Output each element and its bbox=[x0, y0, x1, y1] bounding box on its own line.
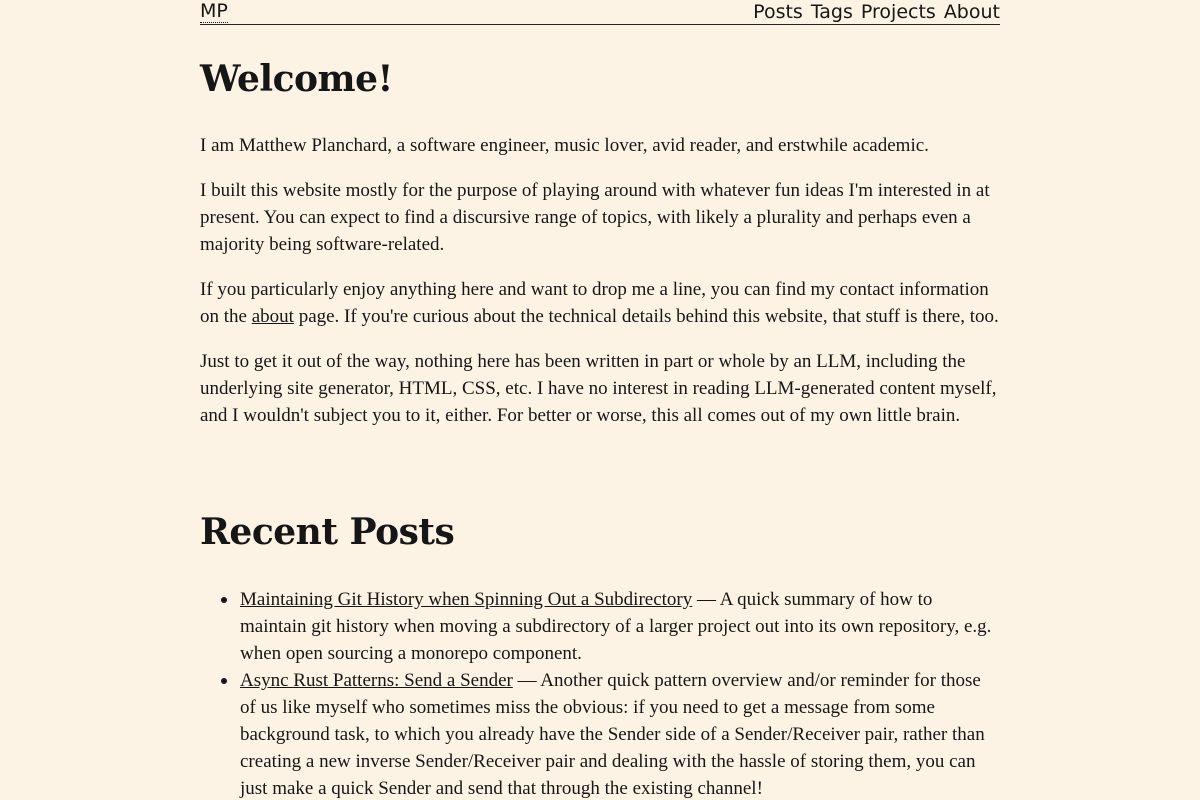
recent-posts-heading: Recent Posts bbox=[200, 511, 455, 553]
list-item bbox=[240, 586, 1000, 667]
intro-paragraph-3-text-end: page. If you're curious about the technical details behind this website, that stuff is there, too. bbox=[293, 306, 999, 327]
intro-paragraph-2: I built this website mostly for the purpose of playing around with whatever fun ideas I'm interested in at present. You can expect to find a discursive range of topics, with likely a plurality and perhaps even a majority being software-related. bbox=[200, 180, 990, 255]
nav-link-about[interactable]: About bbox=[943, 1, 1000, 23]
post-summary: — Another quick pattern overview and/or reminder for those of us like myself who sometimes miss the obvious: if you need to get a message from some background task, to which you already have the Sender side of a Sender/Receiver pair, rather than creating a new inverse Sender/Receiver pair and dealing with the hassle of storing them, you can just make a quick Sender and send that through the existing channel! bbox=[240, 670, 985, 799]
intro-section bbox=[200, 132, 1000, 447]
recent-posts-list bbox=[200, 586, 1000, 800]
nav-link-posts[interactable]: Posts bbox=[753, 1, 803, 23]
post-summary: — A quick summary of how to maintain git history when moving a subdirectory of a larger project out into its own repository, e.g. when open sourcing a monorepo component. bbox=[240, 589, 992, 664]
intro-paragraph-1: I am Matthew Planchard, a software engineer, music lover, avid reader, and erstwhile academic. bbox=[200, 135, 929, 156]
list-item bbox=[240, 667, 1000, 800]
intro-paragraph-3-text-start: If you particularly enjoy anything here and want to drop me a line, you can find my contact information on the bbox=[200, 279, 989, 327]
nav-link-tags[interactable]: Tags bbox=[810, 1, 853, 23]
nav-link-projects[interactable]: Projects bbox=[860, 1, 936, 23]
intro-paragraph-4: Just to get it out of the way, nothing here has been written in part or whole by an LLM, including the underlying site generator, HTML, CSS, etc. I have no interest in reading LLM-generated content myself, and I wouldn't subject you to it, either. For better or worse, this all comes out of my own little brain. bbox=[200, 351, 997, 426]
intro-paragraph-3 bbox=[200, 276, 1000, 330]
post-link[interactable]: Maintaining Git History when Spinning Out a Subdirectory bbox=[240, 589, 693, 610]
welcome-heading: Welcome! bbox=[200, 58, 393, 100]
site-brand-link[interactable]: MP bbox=[200, 0, 228, 22]
about-page-link[interactable]: about bbox=[251, 306, 294, 327]
top-navigation bbox=[200, 0, 1000, 25]
post-link[interactable]: Async Rust Patterns: Send a Sender bbox=[240, 670, 513, 691]
nav-menu bbox=[753, 0, 1000, 24]
page bbox=[200, 0, 1000, 799]
